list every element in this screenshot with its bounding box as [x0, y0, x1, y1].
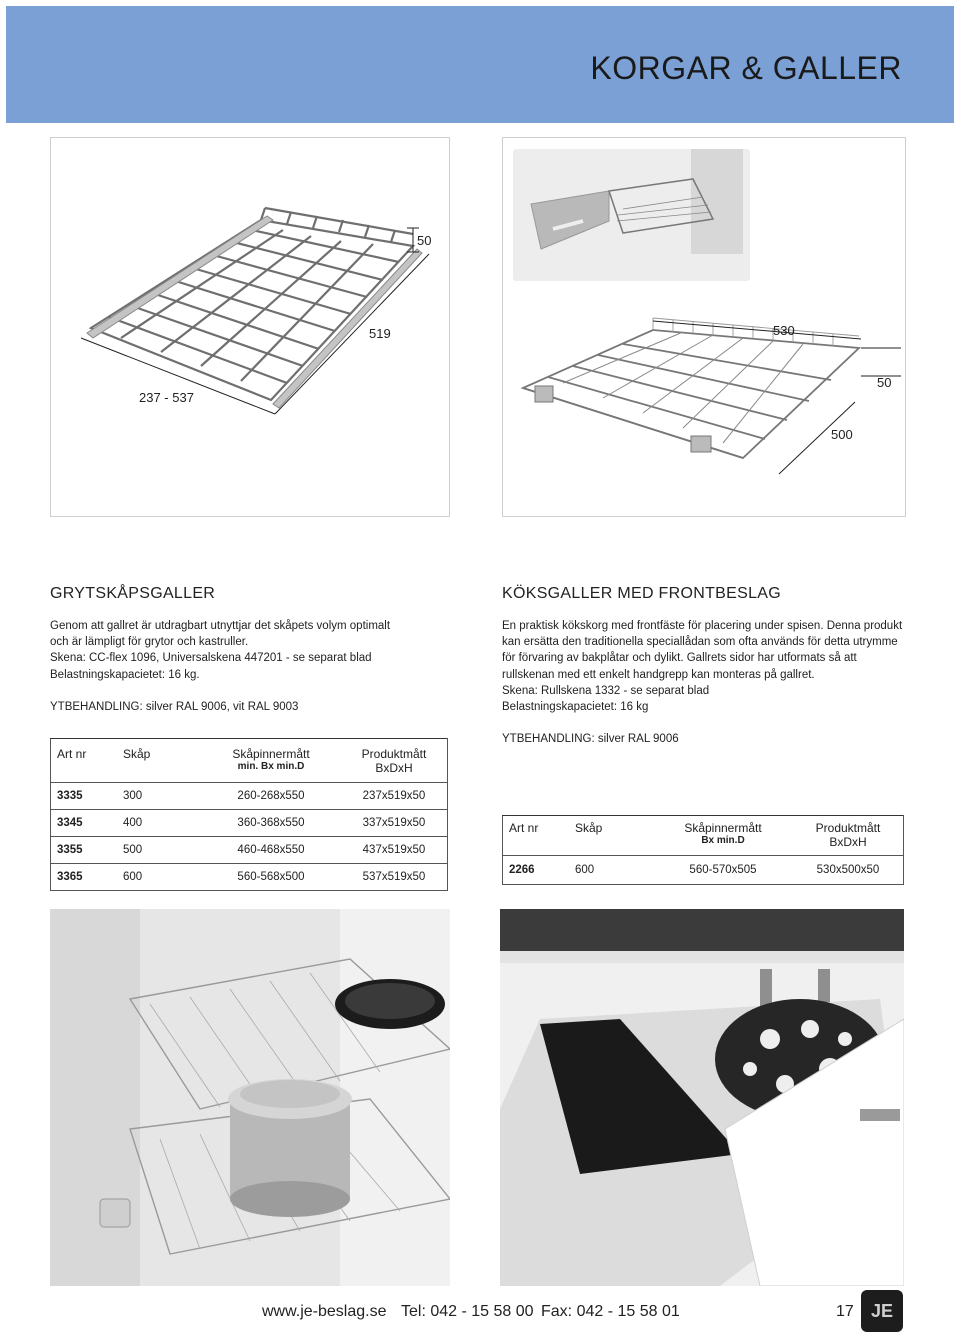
- col-header: Produktmått: [361, 747, 427, 761]
- right-product-drawing-panel: [502, 137, 906, 517]
- page-title: KORGAR & GALLER: [590, 50, 902, 86]
- col-header: Skåpinnermått: [232, 747, 310, 761]
- cell-art-nr: 3355: [51, 837, 118, 864]
- right-line: kan ersätta den traditionella speciallådan som ofta används för detta utrymme: [502, 636, 898, 649]
- cell-inner: 560-568x500: [201, 864, 341, 891]
- cell-art-nr: 3345: [51, 810, 118, 837]
- col-subheader: BxDxH: [375, 761, 413, 775]
- depth-dimension-label: 500: [831, 427, 853, 442]
- cell-product: 537x519x50: [341, 864, 448, 891]
- table-row: [51, 864, 448, 891]
- col-subheader: min. Bx min.D: [237, 761, 305, 772]
- cell-inner: 460-468x550: [201, 837, 341, 864]
- header-bar: [6, 6, 954, 123]
- col-header: Skåp: [123, 747, 151, 761]
- right-description: [502, 618, 912, 715]
- cell-product: 337x519x50: [341, 810, 448, 837]
- cell-skap: 500: [117, 837, 201, 864]
- depth-dimension-label: 519: [369, 326, 391, 341]
- height-dimension-label: 50: [417, 233, 432, 248]
- right-surface-line: YTBEHANDLING: silver RAL 9006: [502, 733, 679, 745]
- right-section-title: KÖKSGALLER MED FRONTBESLAG: [502, 585, 781, 602]
- cell-product: 437x519x50: [341, 837, 448, 864]
- table-header-row: [51, 739, 448, 783]
- right-line: rullskenan med ett enkelt handgrepp kan monteras på gallret.: [502, 668, 815, 681]
- left-section-title: GRYTSKÅPSGALLER: [50, 585, 216, 602]
- table-row: [51, 837, 448, 864]
- cell-inner: 360-368x550: [201, 810, 341, 837]
- col-subheader: Bx min.D: [701, 835, 745, 846]
- grate-drawing: [503, 138, 905, 516]
- table-row: [51, 810, 448, 837]
- cell-skap: 600: [117, 864, 201, 891]
- col-header: Art nr: [509, 821, 539, 835]
- left-surface-line: YTBEHANDLING: silver RAL 9006, vit RAL 9003: [50, 700, 299, 713]
- cell-art-nr: 2266: [503, 856, 570, 885]
- right-line: Belastningskapacietet: 16 kg: [502, 701, 649, 714]
- cell-product: 237x519x50: [341, 783, 448, 810]
- col-header: Skåp: [575, 821, 603, 835]
- footer-phone: Tel: 042 - 15 58 00: [401, 1303, 534, 1320]
- je-logo: [861, 1290, 903, 1332]
- left-line: Belastningskapacietet: 16 kg.: [50, 668, 200, 681]
- logo-text: JE: [870, 1301, 894, 1321]
- table-row: [503, 856, 904, 885]
- drawer-grate-photo: [500, 909, 904, 1286]
- width-dimension-label: 237 - 537: [139, 390, 194, 405]
- right-line: Skena: Rullskena 1332 - se separat blad: [502, 684, 710, 697]
- cell-inner: 560-570x505: [653, 856, 793, 885]
- cell-product: 530x500x50: [793, 856, 904, 885]
- width-dimension-label: 530: [773, 323, 795, 338]
- cell-inner: 260-268x550: [201, 783, 341, 810]
- left-line: Genom att gallret är utdragbart utnyttjar det skåpets volym optimalt: [50, 620, 391, 632]
- cell-skap: 600: [569, 856, 653, 885]
- left-line: Skena: CC-flex 1096, Universalskena 447201 - se separat blad: [50, 652, 372, 665]
- cell-art-nr: 3365: [51, 864, 118, 891]
- cell-skap: 400: [117, 810, 201, 837]
- cell-skap: 300: [117, 783, 201, 810]
- left-spec-table: [50, 738, 448, 891]
- footer-website-link[interactable]: www.je-beslag.se: [262, 1303, 387, 1320]
- table-row: [51, 783, 448, 810]
- footer-fax: Fax: 042 - 15 58 01: [541, 1303, 680, 1320]
- drawer-grate-illustration: [500, 909, 904, 1286]
- page-number: 17: [836, 1303, 854, 1320]
- col-header: Art nr: [57, 747, 87, 761]
- left-product-drawing-panel: [50, 137, 450, 517]
- table-header-row: [503, 816, 904, 856]
- left-line: [50, 683, 450, 699]
- cell-art-nr: 3335: [51, 783, 118, 810]
- height-dimension-label: 50: [877, 375, 892, 390]
- right-line: för förvaring av bakplåtar och dylikt. Gallrets sidor har utformats så att: [502, 652, 857, 665]
- col-header: Skåpinnermått: [684, 821, 762, 835]
- right-spec-table: [502, 815, 904, 885]
- cabinet-pot-illustration: [50, 909, 450, 1286]
- left-line: och är lämpligt för grytor och kastruller.: [50, 636, 249, 649]
- col-header: Produktmått: [815, 821, 881, 835]
- left-description: [50, 618, 450, 715]
- col-subheader: BxDxH: [829, 835, 867, 849]
- right-line: En praktisk kökskorg med frontfäste för placering under spisen. Denna produkt: [502, 620, 903, 632]
- cabinet-pot-photo: [50, 909, 450, 1286]
